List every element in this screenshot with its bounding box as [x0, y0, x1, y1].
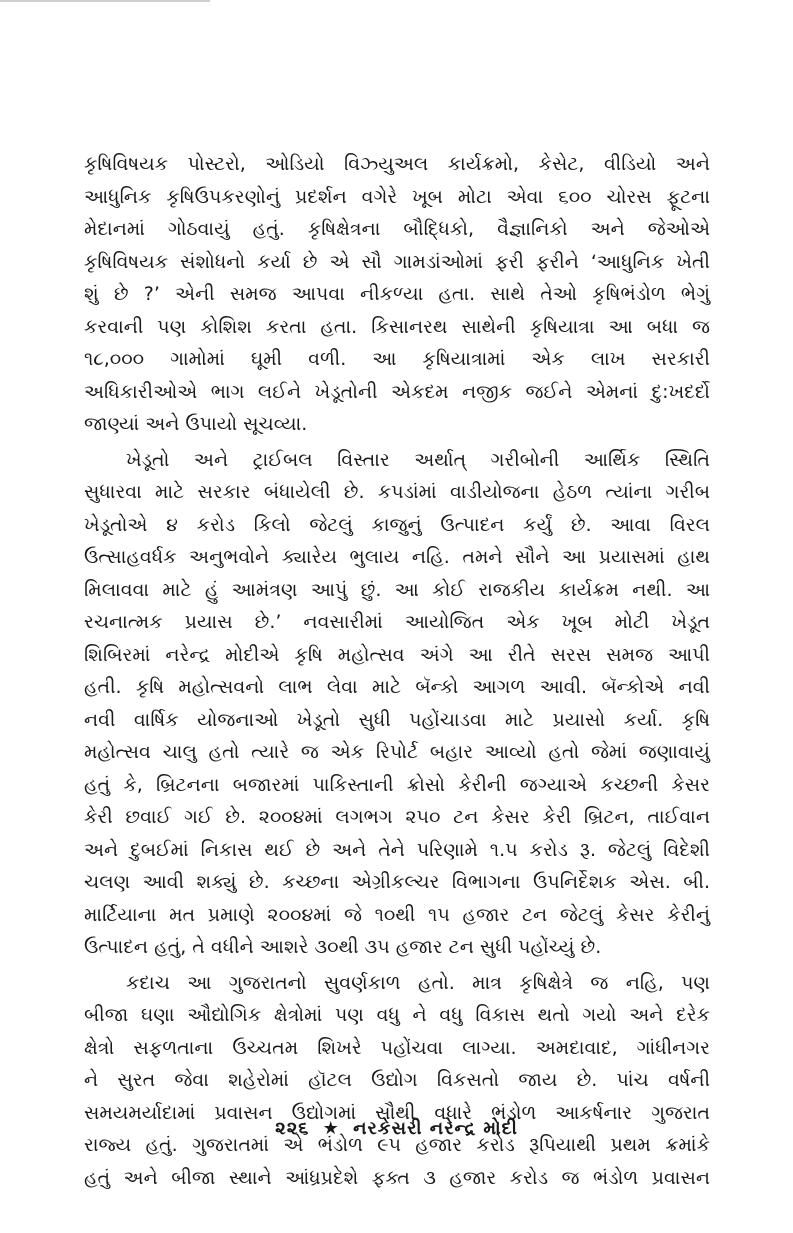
text-line: હતું કે, બ્રિટનના બજારમાં પાકિસ્તાની ક્રોસો કેરીની જગ્યાએ કચ્છની કેસર: [84, 773, 710, 796]
text-line: સુધારવા માટે સરકાર બંધાયેલી છે. કપડાંમાં વાડીયોજના હેઠળ ત્યાંના ગરીબ: [84, 481, 710, 503]
text-line: શું છે ?’ એની સમજ આપવા નીકળ્યા હતા. સાથે તેઓ કૃષિભંડોળ ભેગું: [84, 283, 710, 305]
text-line: ચલણ આવી શક્યું છે. કચ્છના એગ્રીકલ્ચર વિભાગના ઉપનિર્દેશક એસ. બી.: [84, 871, 710, 893]
text-line: ૧૮,૦૦૦ ગામોમાં ઘૂમી વળી. આ કૃષિયાત્રામાં એક લાખ સરકારી: [84, 348, 710, 370]
text-line: નવી વાર્ષિક યોજનાઓ ખેડૂતો સુધી પહોંચાડવા માટે પ્રયાસો કર્યા. કૃષિ: [84, 708, 710, 731]
text-line: રચનાત્મક પ્રયાસ છે.’ નવસારીમાં આયોજિત એક ખૂબ મોટી ખેડૂત: [84, 611, 710, 633]
body-text: [84, 148, 710, 1194]
text-line: રાજ્ય હતું. ગુજરાતમાં એ ભંડોળ ૯૫ હજાર કરોડ રૂપિયાથી પ્રથમ ક્રમાંકે: [84, 1134, 710, 1156]
text-line: સમયમર્યાદામાં પ્રવાસન ઉદ્યોગમાં સૌથી વધારે ભંડોળ આકર્ષનાર ગુજરાત: [84, 1101, 710, 1124]
text-line: ઉત્સાહવર્ધક અનુભવોને ક્યારેય ભુલાય નહિ. તમને સૌને આ પ્રયાસમાં હાથ: [84, 546, 710, 568]
text-line: કૃષિવિષયક સંશોધનો કર્યા છે એ સૌ ગામડાંઓમાં ફરી ફરીને ‘આધુનિક ખેતી: [84, 250, 710, 273]
text-line: જાણ્યાં અને ઉપાયો સૂચવ્યા.: [84, 413, 308, 435]
text-line: બીજા ઘણા ઔદ્યોગિક ક્ષેત્રોમાં પણ વધુ ને વધુ વિકાસ થતો ગયો અને દરેક: [84, 1004, 710, 1026]
paragraph-3: [84, 967, 710, 1195]
text-line: કેરી છવાઈ ગઈ છે. ૨૦૦૪માં લગભગ ૨૫૦ ટન કેસર કેરી બ્રિટન, તાઈવાન: [84, 806, 710, 828]
text-line: મિલાવવા માટે હું આમંત્રણ આપું છું. આ કોઈ રાજકીય કાર્યક્રમ નથી. આ: [84, 578, 710, 601]
page-footer: [0, 1118, 793, 1139]
book-title: નરકેસરી નરેન્દ્ર મોદી: [353, 1118, 518, 1139]
top-edge-rule: [0, 0, 210, 2]
text-line: ને સુરત જેવા શહેરોમાં હૉટલ ઉદ્યોગ વિકસતો જાય છે. પાંચ વર્ષની: [84, 1069, 710, 1091]
text-line: અને દુબઈમાં નિકાસ થઈ છે અને તેને પરિણામે ૧.૫ કરોડ રૂ. જેટલું વિદેશી: [84, 838, 710, 861]
text-line: કૃષિવિષયક પોસ્ટરો, ઓડિયો વિઝ્યુઅલ કાર્યક્રમો, કેસેટ, વીડિયો અને: [84, 153, 710, 175]
text-line: શિબિરમાં નરેન્દ્ર મોદીએ કૃષિ મહોત્સવ અંગે આ રીતે સરસ સમજ આપી: [84, 643, 710, 666]
text-line: મહોત્સવ ચાલુ હતો ત્યારે જ એક રિપોર્ટ બહાર આવ્યો હતો જેમાં જણાવાયું: [84, 741, 710, 763]
text-line: ઉત્પાદન હતું, તે વધીને આશરે ૩૦થી ૩૫ હજાર ટન સુધી પહોંચ્યું છે.: [84, 936, 602, 958]
page-number: ૨૨૬: [275, 1118, 310, 1139]
text-line: આધુનિક કૃષિઉપકરણોનું પ્રદર્શન વગેરે ખૂબ મોટા એવા ૬૦૦ ચોરસ ફૂટના: [84, 185, 710, 208]
text-line: ખેડૂતોએ ૪ કરોડ કિલો જેટલું કાજુનું ઉત્પાદન કર્યું છે. આવા વિરલ: [84, 513, 710, 536]
text-line: અધિકારીઓએ ભાગ લઈને ખેડૂતોની એકદમ નજીક જઈને એમનાં દુ:ખદર્દો: [84, 380, 710, 403]
text-line: હતી. કૃષિ મહોત્સવનો લાભ લેવા માટે બૅન્કો આગળ આવી. બૅન્કોએ નવી: [84, 676, 710, 698]
text-line: ખેડૂતો અને ટ્રાઈબલ વિસ્તાર અર્થાત્ ગરીબોની આર્થિક સ્થિતિ: [126, 448, 710, 471]
paragraph-1: [84, 148, 710, 441]
text-line: હતું અને બીજા સ્થાને આંધ્રપ્રદેશે ફક્ત ૩ હજાર કરોડ જ ભંડોળ પ્રવાસન: [84, 1166, 710, 1189]
text-line: કદાચ આ ગુજરાતનો સુવર્ણકાળ હતો. માત્ર કૃષિક્ષેત્રે જ નહિ, પણ: [126, 971, 710, 994]
text-line: કરવાની પણ કોશિશ કરતા હતા. કિસાનરથ સાથેની કૃષિયાત્રા આ બધા જ: [84, 315, 710, 338]
text-line: મેદાનમાં ગોઠવાયું હતું. કૃષિક્ષેત્રના બૌદ્ધિકો, વૈજ્ઞાનિકો અને જેઓએ: [84, 218, 710, 240]
text-line: માર્ટિયાના મત પ્રમાણે ૨૦૦૪માં જે ૧૦થી ૧૫ હજાર ટન જેટલું કેસર કેરીનું: [84, 903, 710, 926]
text-line: ક્ષેત્રો સફળતાના ઉચ્ચતમ શિખરે પહોંચવા લાગ્યા. અમદાવાદ, ગાંધીનગર: [84, 1036, 710, 1059]
star-icon: ★: [322, 1118, 340, 1139]
paragraph-2: [84, 444, 710, 964]
